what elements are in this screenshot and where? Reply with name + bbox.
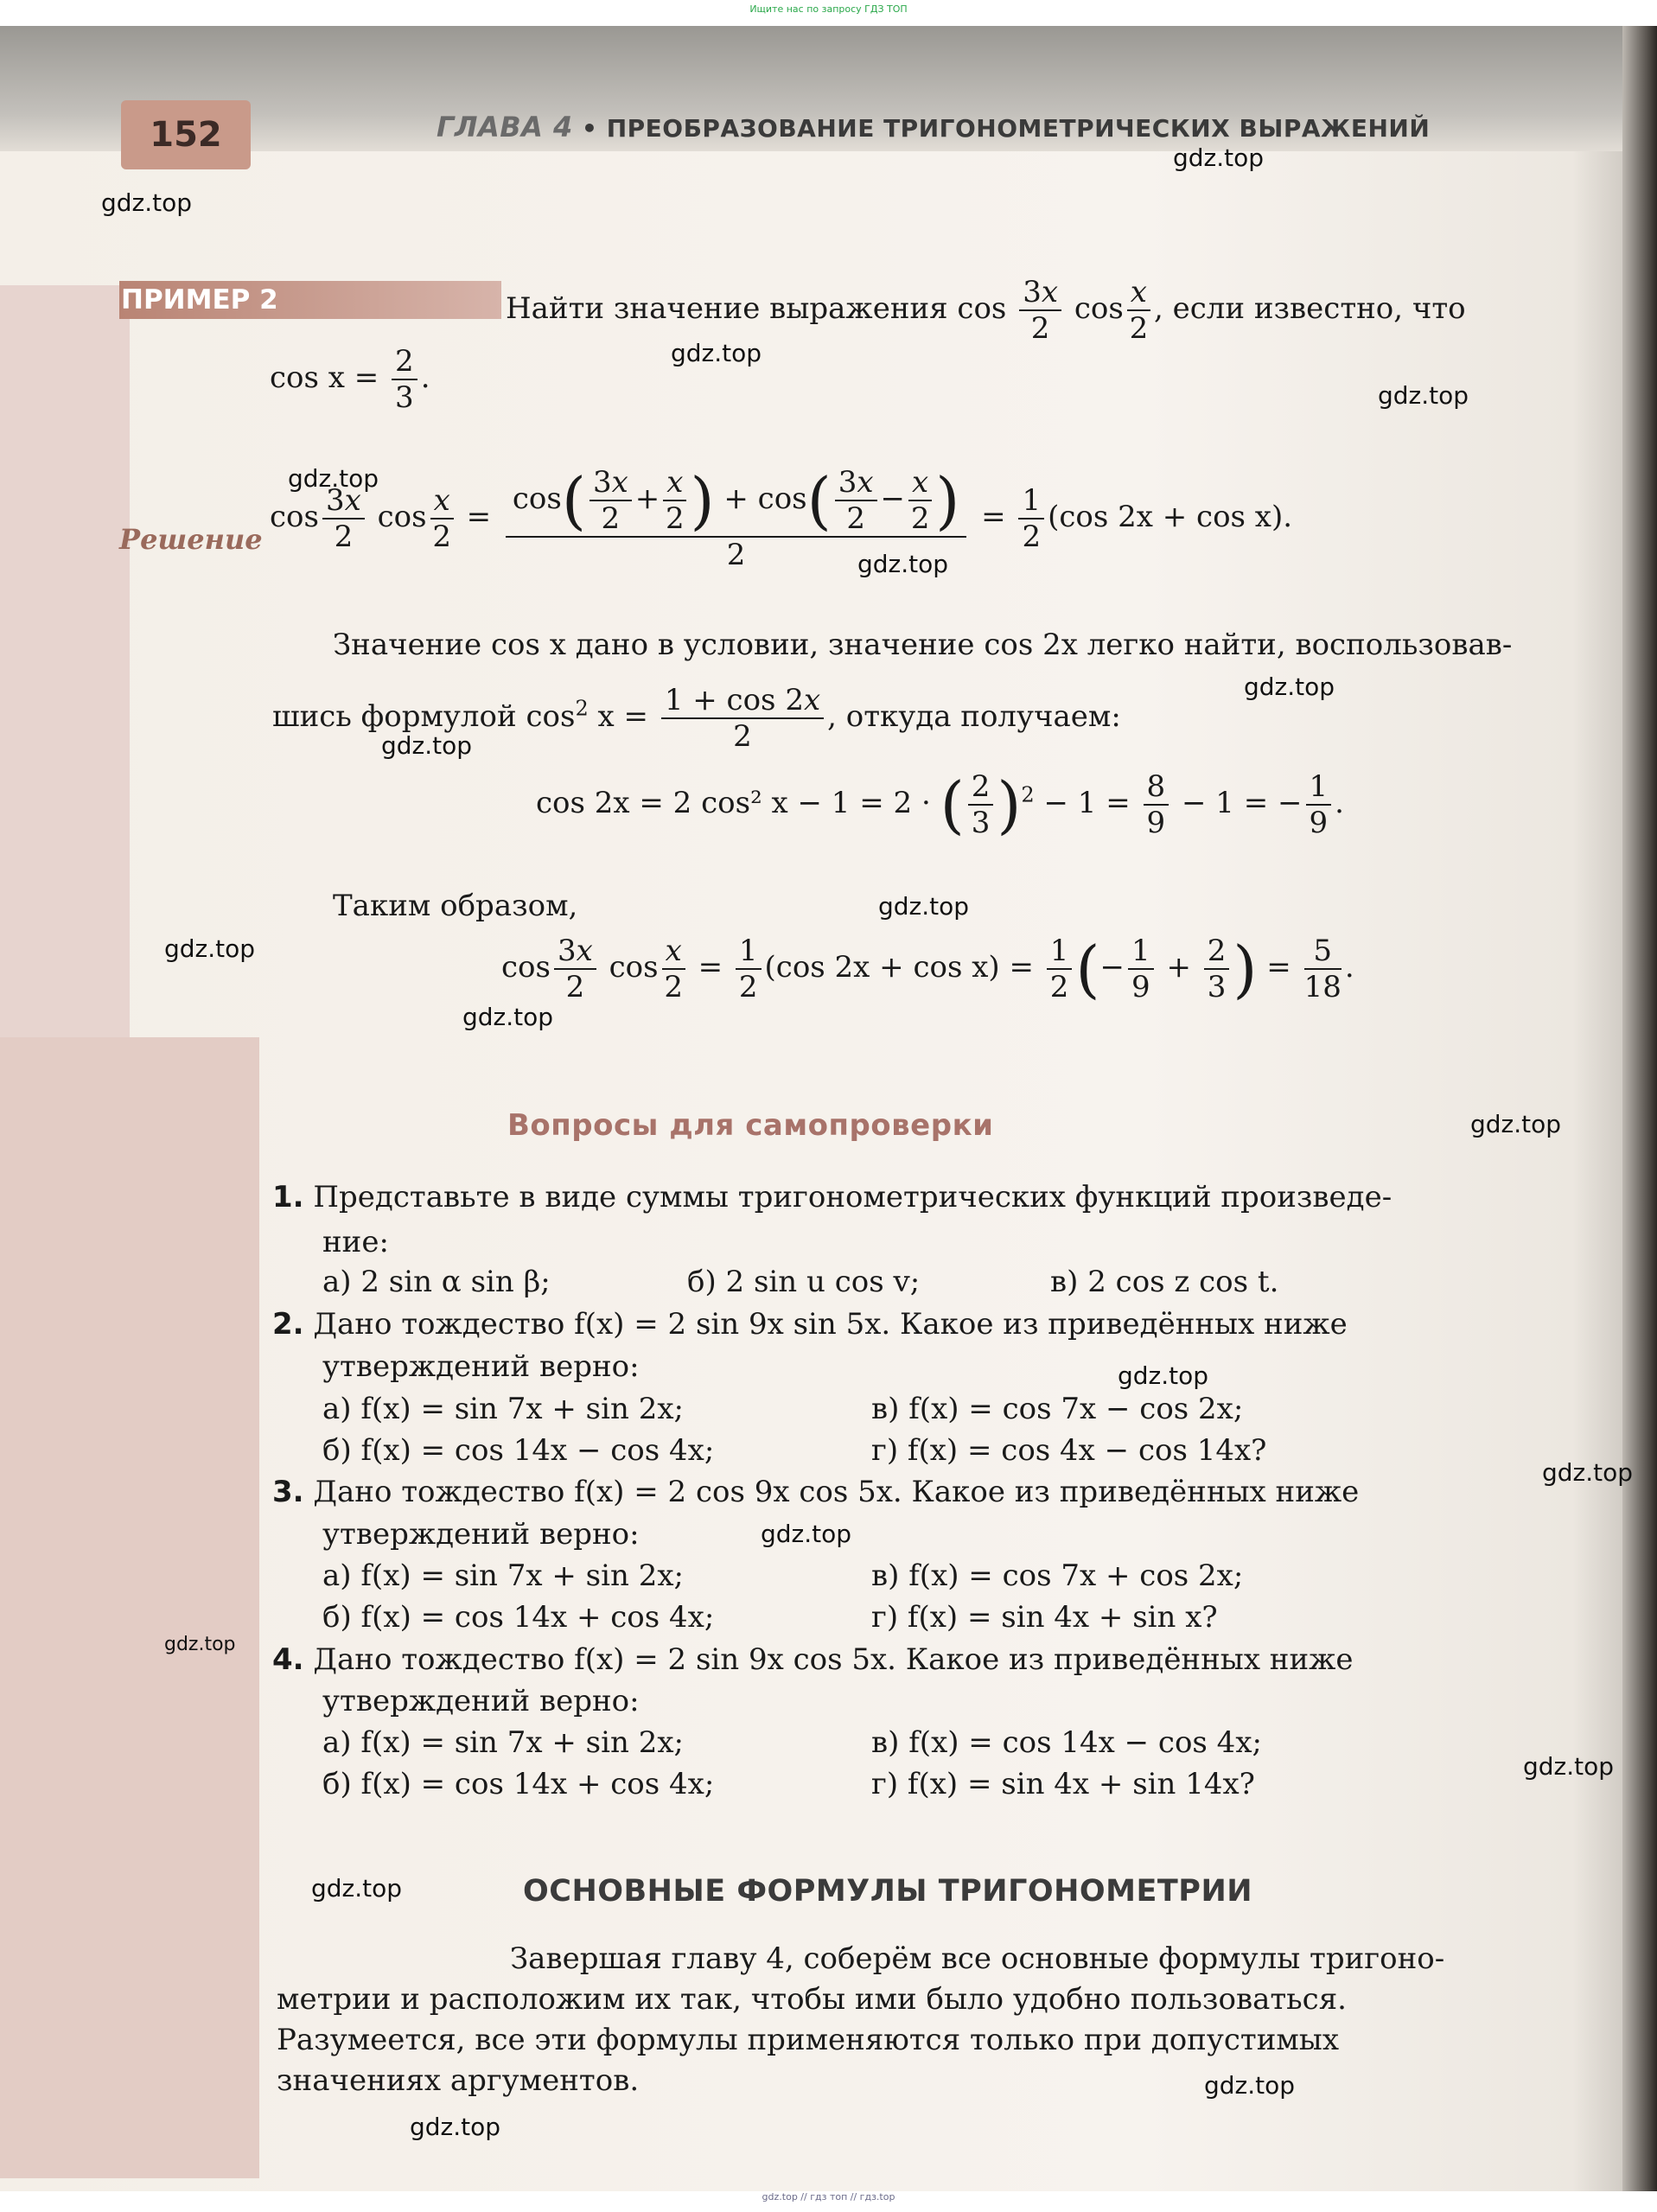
watermark: gdz.top bbox=[462, 1003, 554, 1031]
formulas-paragraph-line: метрии и расположим их так, чтобы ими было удобно пользоваться. bbox=[277, 1982, 1347, 2017]
question-1: 1. Представьте в виде суммы тригонометрических функций произведе- bbox=[272, 1180, 1393, 1214]
option: а) f(x) = sin 7x + sin 2x; bbox=[322, 1559, 684, 1593]
paragraph-line: Значение cos x дано в условии, значение cos 2x легко найти, воспользовав- bbox=[333, 628, 1513, 662]
equation-cos2x: cos 2x = 2 cos² x − 1 = 2 · ( $\frac{2}{3}$ )$^2$ − 1 = $\frac{8}{9}$ − 1 = − $\frac{1}{9}$ . bbox=[536, 768, 1344, 841]
chapter-label: ГЛАВА 4 bbox=[437, 111, 573, 143]
watermark: gdz.top bbox=[761, 1520, 852, 1548]
option: г) f(x) = cos 4x − cos 14x? bbox=[871, 1433, 1267, 1468]
chapter-header bbox=[437, 111, 1430, 143]
question-2-line2: утверждений верно: bbox=[322, 1349, 640, 1384]
watermark: gdz.top bbox=[164, 1634, 236, 1655]
solution-label: Решение bbox=[119, 523, 263, 556]
book-spine bbox=[1622, 26, 1657, 2191]
thus-line: Таким образом, bbox=[333, 889, 578, 923]
watermark: gdz.top bbox=[410, 2113, 501, 2141]
given-line: cos x = $\frac{2}{3}$ . bbox=[270, 344, 430, 415]
watermark: gdz.top bbox=[1542, 1458, 1634, 1487]
option: г) f(x) = sin 4x + sin x? bbox=[871, 1600, 1218, 1635]
formulas-title: ОСНОВНЫЕ ФОРМУЛЫ ТРИГОНОМЕТРИИ bbox=[523, 1874, 1253, 1909]
watermark: gdz.top bbox=[288, 464, 379, 493]
page-number: 152 bbox=[121, 100, 251, 169]
questions-title: Вопросы для самопроверки bbox=[507, 1108, 994, 1143]
example-label: ПРИМЕР 2 bbox=[119, 281, 501, 319]
margin-strip-lower bbox=[0, 1037, 259, 2178]
watermark: gdz.top bbox=[1118, 1361, 1209, 1390]
formulas-paragraph-line: значениях аргументов. bbox=[277, 2063, 640, 2098]
watermark: gdz.top bbox=[164, 934, 256, 963]
paragraph-line: шись формулой $\cos^2 x$ = $\frac{1 + \cos 2x}{2}$ , откуда получаем: bbox=[272, 683, 1121, 754]
watermark-bottom: gdz.top // гдз топ // гдз.top bbox=[762, 2191, 895, 2202]
solution-formula: cos $\frac{3x}{2}$ cos $\frac{x}{2}$ = cos( $\frac{3x}{2}$ + $\frac{x}{2}$ ) + cos( $\frac{3x}{2}$ − $\frac{x}{2}$ ) 2 = $\frac{1}{2}$ (cos 2x + cos x). bbox=[270, 464, 1293, 572]
watermark: gdz.top bbox=[1378, 381, 1469, 410]
option: а) 2 sin α sin β; bbox=[322, 1265, 551, 1299]
option: г) f(x) = sin 4x + sin 14x? bbox=[871, 1767, 1255, 1801]
option: б) f(x) = cos 14x + cos 4x; bbox=[322, 1600, 715, 1635]
header-bullet: • bbox=[582, 114, 598, 143]
watermark: gdz.top bbox=[1523, 1752, 1615, 1781]
watermark: gdz.top bbox=[857, 550, 949, 578]
watermark: gdz.top bbox=[381, 731, 473, 760]
question-4: 4. Дано тождество f(x) = 2 sin 9x cos 5x. Какое из приведённых ниже bbox=[272, 1642, 1354, 1677]
formulas-paragraph-line: Завершая главу 4, соберём все основные формулы тригоно- bbox=[510, 1941, 1445, 1976]
watermark: gdz.top bbox=[311, 1874, 403, 1903]
watermark: gdz.top bbox=[1470, 1110, 1562, 1138]
margin-strip bbox=[0, 285, 130, 1037]
option: в) f(x) = cos 14x − cos 4x; bbox=[871, 1725, 1262, 1760]
question-2: 2. Дано тождество f(x) = 2 sin 9x sin 5x. Какое из приведённых ниже bbox=[272, 1307, 1348, 1342]
question-4-line2: утверждений верно: bbox=[322, 1684, 640, 1718]
option: в) f(x) = cos 7x − cos 2x; bbox=[871, 1392, 1244, 1426]
formulas-paragraph-line: Разумеется, все эти формулы применяются только при допустимых bbox=[277, 2023, 1340, 2057]
option: а) f(x) = sin 7x + sin 2x; bbox=[322, 1725, 684, 1760]
option: б) f(x) = cos 14x − cos 4x; bbox=[322, 1433, 715, 1468]
watermark: gdz.top bbox=[101, 188, 193, 217]
option: б) 2 sin u cos v; bbox=[687, 1265, 921, 1299]
question-3: 3. Дано тождество f(x) = 2 cos 9x cos 5x. Какое из приведённых ниже bbox=[272, 1475, 1360, 1509]
option: б) f(x) = cos 14x + cos 4x; bbox=[322, 1767, 715, 1801]
option: в) 2 cos z cos t. bbox=[1050, 1265, 1279, 1299]
watermark: gdz.top bbox=[1173, 143, 1265, 172]
option: в) f(x) = cos 7x + cos 2x; bbox=[871, 1559, 1244, 1593]
task-line: Найти значение выражения cos $\frac{3x}{2}$ cos $\frac{x}{2}$ , если известно, что bbox=[506, 275, 1466, 346]
watermark: gdz.top bbox=[878, 892, 970, 921]
watermark: gdz.top bbox=[1244, 673, 1335, 701]
watermark: gdz.top bbox=[1204, 2071, 1296, 2100]
question-1-line2: ние: bbox=[322, 1225, 389, 1259]
watermark-top: Ищите нас по запросу ГДЗ ТОП bbox=[749, 3, 908, 15]
watermark: gdz.top bbox=[671, 339, 762, 367]
final-equation: cos $\frac{3x}{2}$ cos $\frac{x}{2}$ = $\frac{1}{2}$ (cos 2x + cos x) = $\frac{1}{2}$ (− $\frac{1}{9}$ + $\frac{2}{3}$ ) = $\frac{5}{18}$ . bbox=[501, 933, 1354, 1005]
chapter-title: ПРЕОБРАЗОВАНИЕ ТРИГОНОМЕТРИЧЕСКИХ ВЫРАЖЕНИЙ bbox=[606, 114, 1431, 143]
option: а) f(x) = sin 7x + sin 2x; bbox=[322, 1392, 684, 1426]
question-3-line2: утверждений верно: bbox=[322, 1517, 640, 1552]
